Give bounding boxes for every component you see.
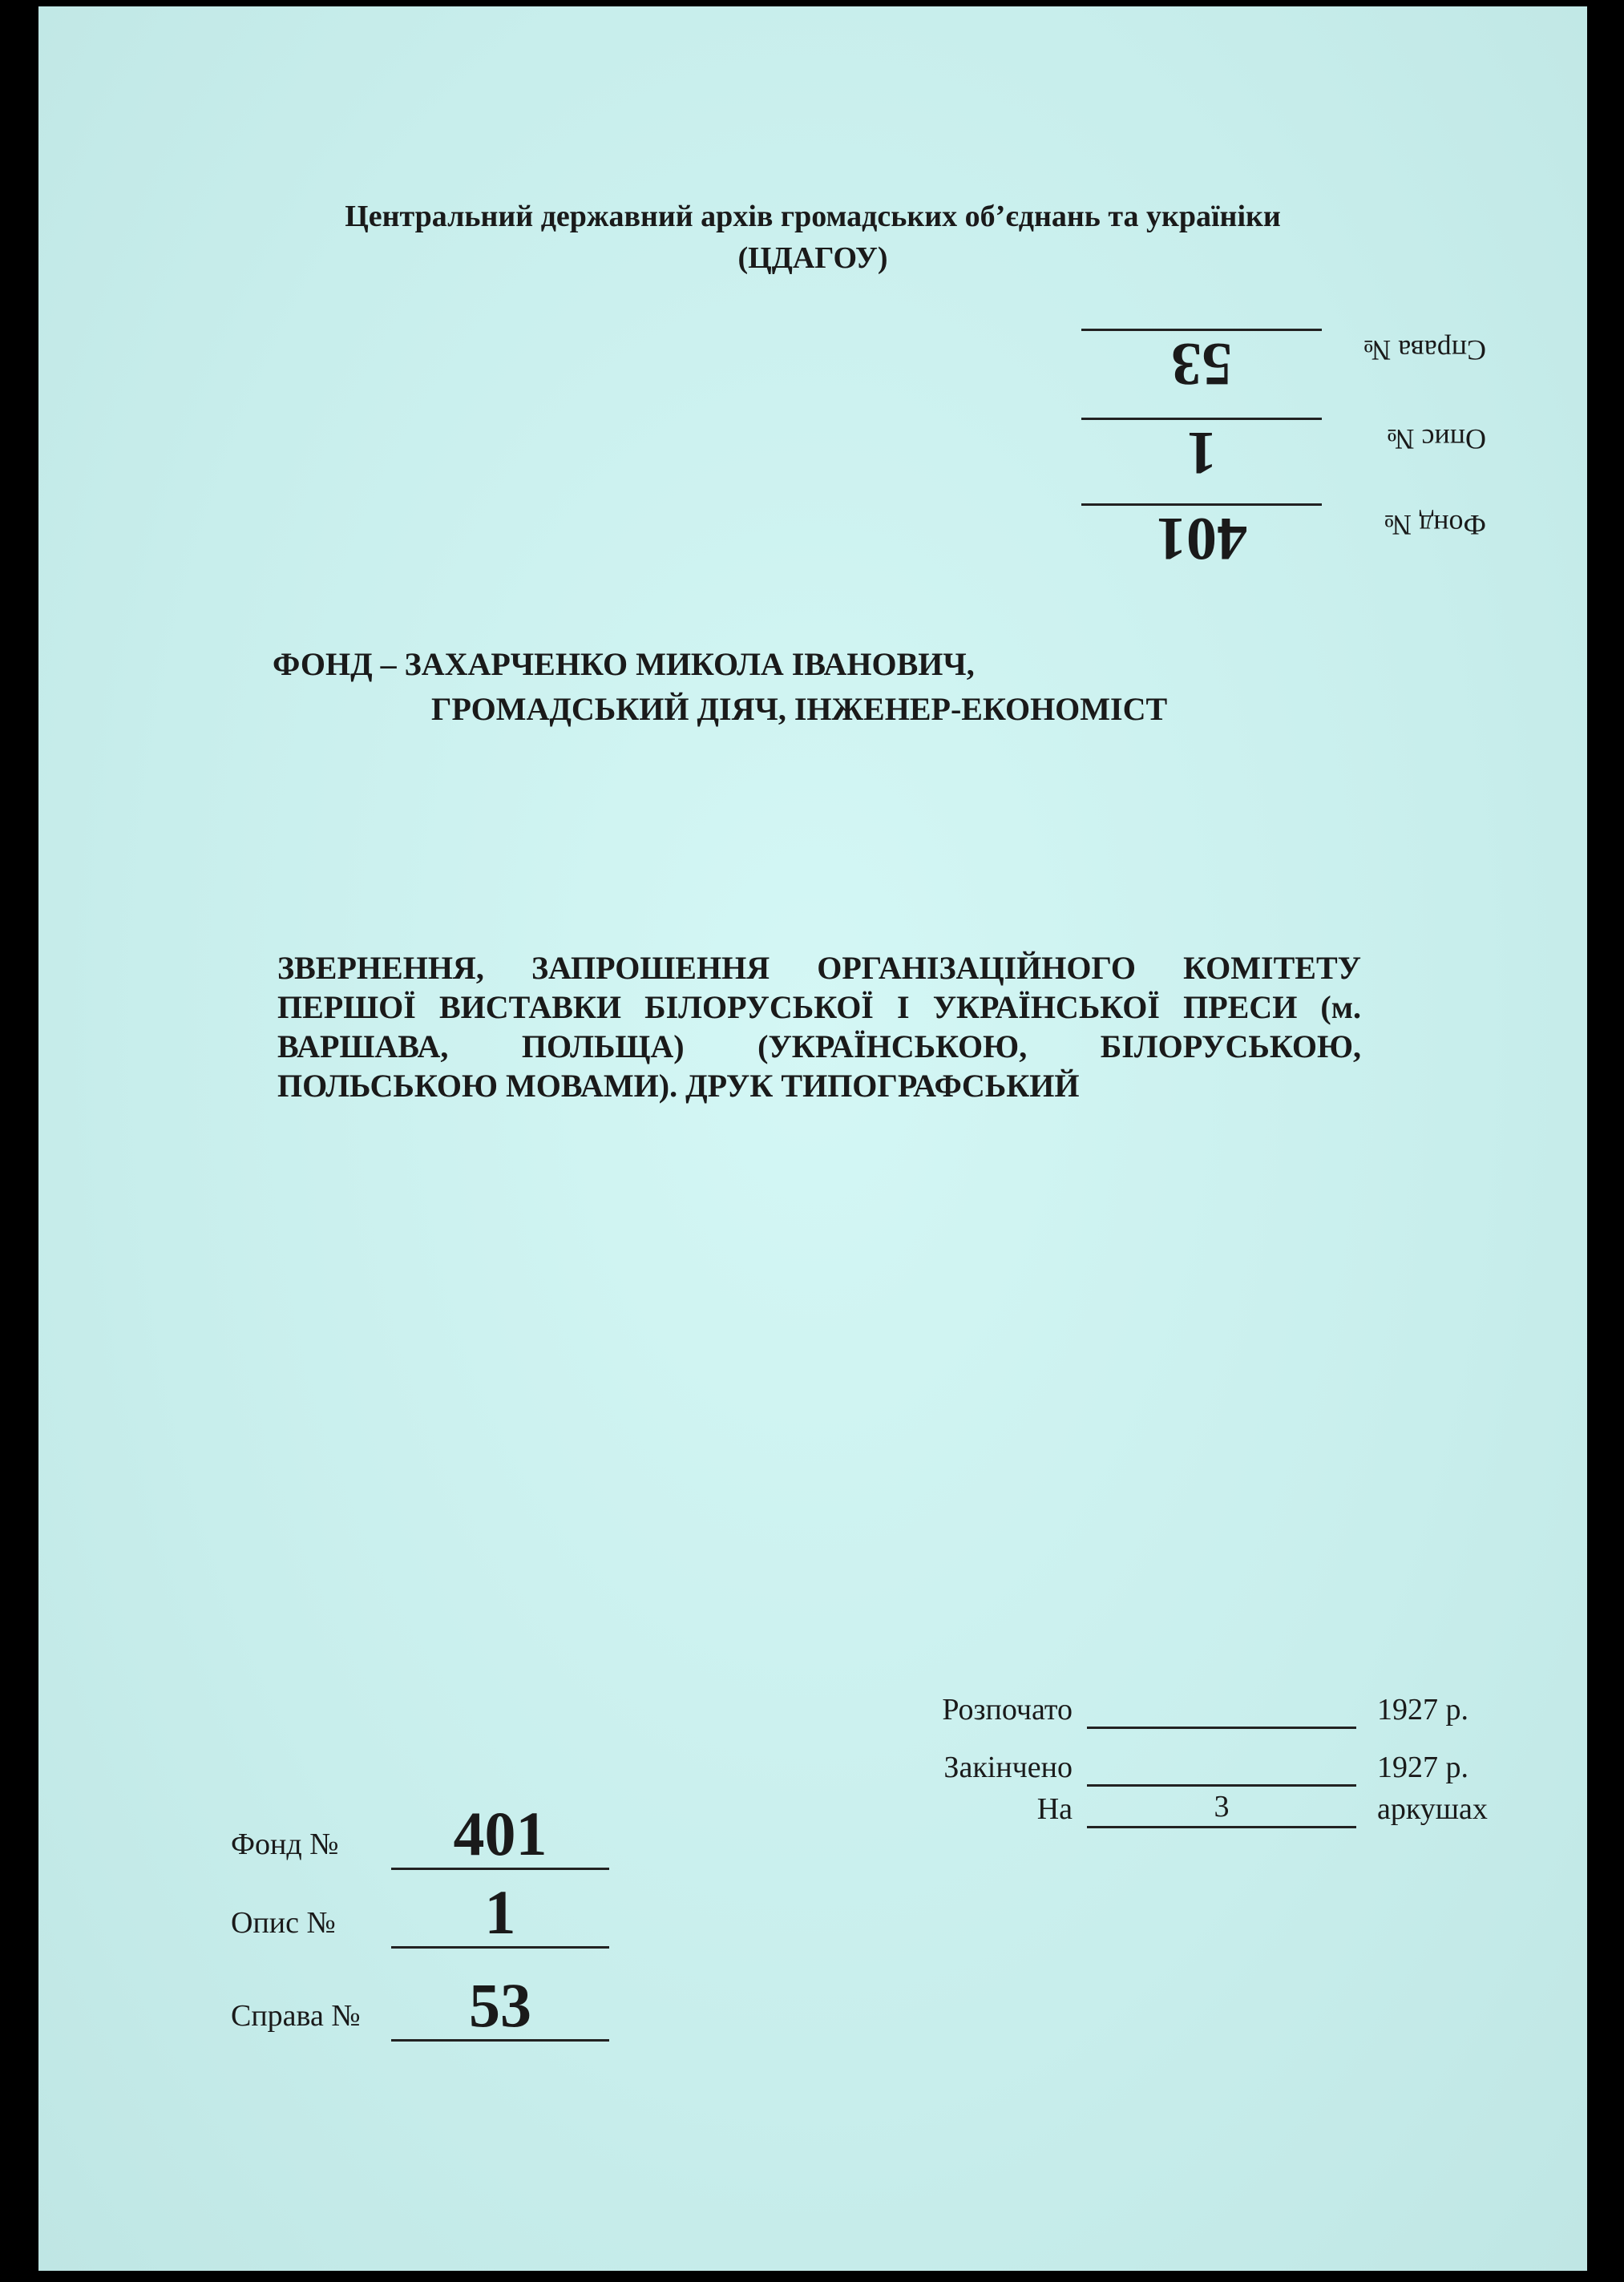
started-label: Розпочато	[942, 1693, 1073, 1727]
opys-underline	[391, 1946, 609, 1949]
archive-name: Центральний державний архів громадських об’єднань та україніки	[345, 200, 1281, 233]
file-description: ЗВЕРНЕННЯ, ЗАПРОШЕННЯ ОРГАНІЗАЦІЙНОГО КОМІТЕТУ ПЕРШОЇ ВИСТАВКИ БІЛОРУСЬКОЇ І УКРАЇНСЬКОЇ ПРЕСИ (м. ВАРШАВА, ПОЛЬЩА) (УКРАЇНСЬКОЮ, БІЛОРУСЬКОЮ, ПОЛЬСЬКОЮ МОВАМИ). ДРУК ТИПОГРАФСЬКИЙ	[277, 950, 1361, 1104]
flipped-sprava-value: 53	[1171, 330, 1232, 398]
flipped-sprava-row	[1021, 329, 1486, 398]
ended-year: 1927 р.	[1377, 1751, 1468, 1784]
flipped-fond-value: 401	[1156, 505, 1247, 572]
fond-row	[231, 1799, 680, 1870]
started-row	[832, 1686, 1521, 1734]
flipped-sprava-label: Справа №	[1363, 334, 1486, 366]
flipped-opys-row	[1021, 418, 1486, 487]
fond-underline	[391, 1868, 609, 1870]
sheets-label: На	[1036, 1792, 1073, 1826]
opys-label: Опис №	[231, 1906, 336, 1940]
opys-value: 1	[484, 1877, 516, 1947]
flipped-opys-label: Опис №	[1387, 423, 1486, 455]
started-blank	[1087, 1688, 1356, 1729]
opys-row	[231, 1877, 680, 1949]
sprava-underline	[391, 2039, 609, 2042]
upside-down-fond-block	[1021, 319, 1486, 572]
fond-label: Фонд №	[231, 1828, 339, 1861]
flipped-opys-underline	[1081, 418, 1322, 420]
sprava-label: Справа №	[231, 1999, 361, 2033]
flipped-fond-row	[1021, 503, 1486, 572]
flipped-fond-underline	[1081, 503, 1322, 506]
archive-abbreviation: (ЦДАГОУ)	[737, 241, 888, 275]
archive-title	[38, 196, 1587, 279]
ended-row	[832, 1743, 1521, 1791]
fond-heading-line1: ФОНД – ЗАХАРЧЕНКО МИКОЛА ІВАНОВИЧ,	[273, 646, 975, 682]
sheets-row	[832, 1785, 1521, 1833]
fond-value: 401	[453, 1799, 547, 1868]
ended-label: Закінчено	[943, 1751, 1073, 1784]
archive-folder-cover	[38, 6, 1587, 2271]
fond-heading	[273, 642, 1167, 732]
started-year: 1927 р.	[1377, 1693, 1468, 1727]
flipped-sprava-underline	[1081, 329, 1322, 331]
flipped-fond-label: Фонд №	[1384, 509, 1486, 541]
sheets-value: 3	[1087, 1787, 1356, 1828]
sprava-value: 53	[469, 1970, 531, 2040]
ended-blank	[1087, 1746, 1356, 1787]
sheets-suffix: аркушах	[1377, 1792, 1488, 1826]
sprava-row	[231, 1970, 680, 2042]
flipped-opys-value: 1	[1186, 419, 1217, 487]
fond-heading-line2: ГРОМАДСЬКИЙ ДІЯЧ, ІНЖЕНЕР-ЕКОНОМІСТ	[431, 691, 1168, 727]
